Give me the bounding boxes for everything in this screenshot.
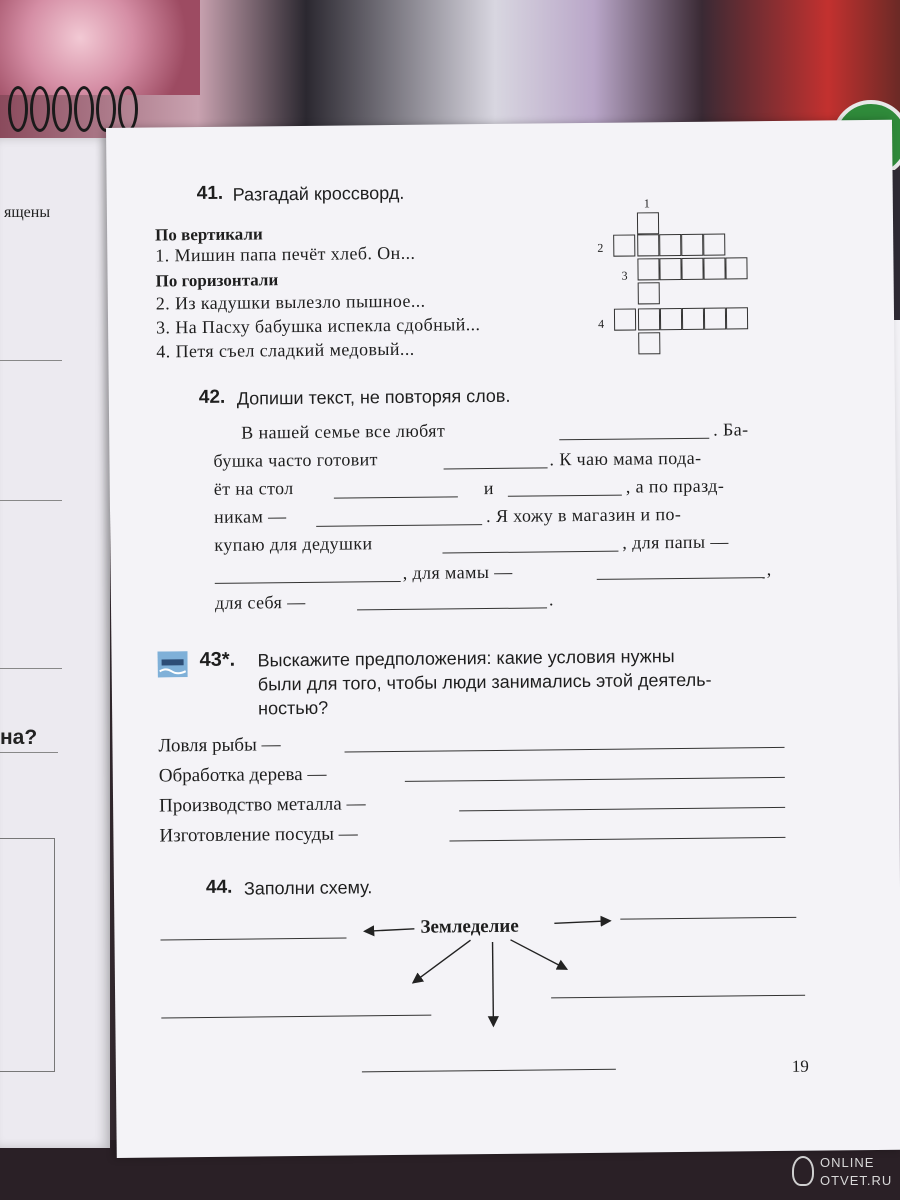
text-line: купаю для дедушки <box>214 533 373 555</box>
clue-horizontal-3: 3. На Пасху бабушка испекла сдобный... <box>155 314 481 338</box>
spiral-ring <box>118 86 138 132</box>
text-line: и <box>483 477 494 499</box>
exercise-number: 43*. <box>199 648 236 672</box>
text-line: . <box>548 589 554 610</box>
text-line: . Я хожу в магазин и по- <box>485 503 682 527</box>
spiral-ring <box>52 86 72 132</box>
left-page-fragment: на? <box>0 726 38 749</box>
exercise-title-line: ностью? <box>257 697 329 719</box>
scheme-arrows <box>106 120 900 1158</box>
text-line: , <box>766 559 772 580</box>
crossword-number-2: 2 <box>597 240 604 255</box>
text-line: , для папы — <box>622 531 729 553</box>
activity-label: Обработка дерева — <box>158 763 327 787</box>
scheme-center-label: Земледелие <box>420 915 519 938</box>
exercise-title-line: Выскажите предположения: какие условия нужны <box>257 646 675 671</box>
text-line: для себя — <box>214 591 306 613</box>
exercise-number: 42. <box>198 386 226 409</box>
text-line: . К чаю мама пода- <box>549 447 702 470</box>
workbook-page <box>106 120 900 1158</box>
exercise-title-line: были для того, чтобы люди занимались этой деятель- <box>257 669 712 695</box>
crossword-number-3: 3 <box>621 268 628 283</box>
exercise-title: Допиши текст, не повторяя слов. <box>236 385 511 409</box>
watermark <box>786 1150 900 1198</box>
spiral-ring <box>96 86 116 132</box>
clue-horizontal-2: 2. Из кадушки вылезло пышное... <box>155 290 426 314</box>
exercise-number: 44. <box>205 876 233 898</box>
exercise-title: Заполни схему. <box>243 877 373 899</box>
text-line: ёт на стол <box>213 478 294 499</box>
left-page-fragment: ящены <box>4 204 51 221</box>
text-line: , а по празд- <box>625 475 725 497</box>
activity-label: Изготовление посуды — <box>159 823 358 847</box>
left-page-line <box>0 360 62 361</box>
left-page-line <box>0 500 62 501</box>
crossword-number-4: 4 <box>598 316 605 331</box>
spiral-ring <box>30 86 50 132</box>
clue-vertical-1: 1. Мишин папа печёт хлеб. Он... <box>155 242 416 266</box>
clue-horizontal-4: 4. Петя съел сладкий медовый... <box>156 338 415 362</box>
exercise-title: Разгадай кроссворд. <box>232 182 405 205</box>
activity-label: Производство металла — <box>158 793 366 817</box>
spiral-ring <box>8 86 28 132</box>
text-line: В нашей семье все любят <box>241 420 446 443</box>
watermark-line1: ONLINE <box>820 1155 875 1170</box>
left-page <box>0 138 110 1148</box>
text-line: никам — <box>213 506 287 527</box>
exercise-number: 41. <box>196 182 224 205</box>
watermark-line2: OTVET.RU <box>820 1173 893 1188</box>
text-line: , для мамы — <box>402 561 513 583</box>
text-line: . Ба- <box>713 419 749 440</box>
watermark-text <box>820 1154 892 1190</box>
left-page-box <box>0 838 55 1072</box>
left-page-line <box>0 752 58 753</box>
crossword-number-1: 1 <box>643 196 650 211</box>
left-page-line <box>0 668 62 669</box>
activity-label: Ловля рыбы — <box>158 734 281 757</box>
vertical-heading: По вертикали <box>155 224 263 245</box>
horizontal-heading: По горизонтали <box>155 270 279 291</box>
page-number: 19 <box>791 1056 809 1076</box>
spiral-ring <box>74 86 94 132</box>
lightbulb-icon <box>792 1156 814 1186</box>
text-line: бушка часто готовит <box>213 449 378 471</box>
